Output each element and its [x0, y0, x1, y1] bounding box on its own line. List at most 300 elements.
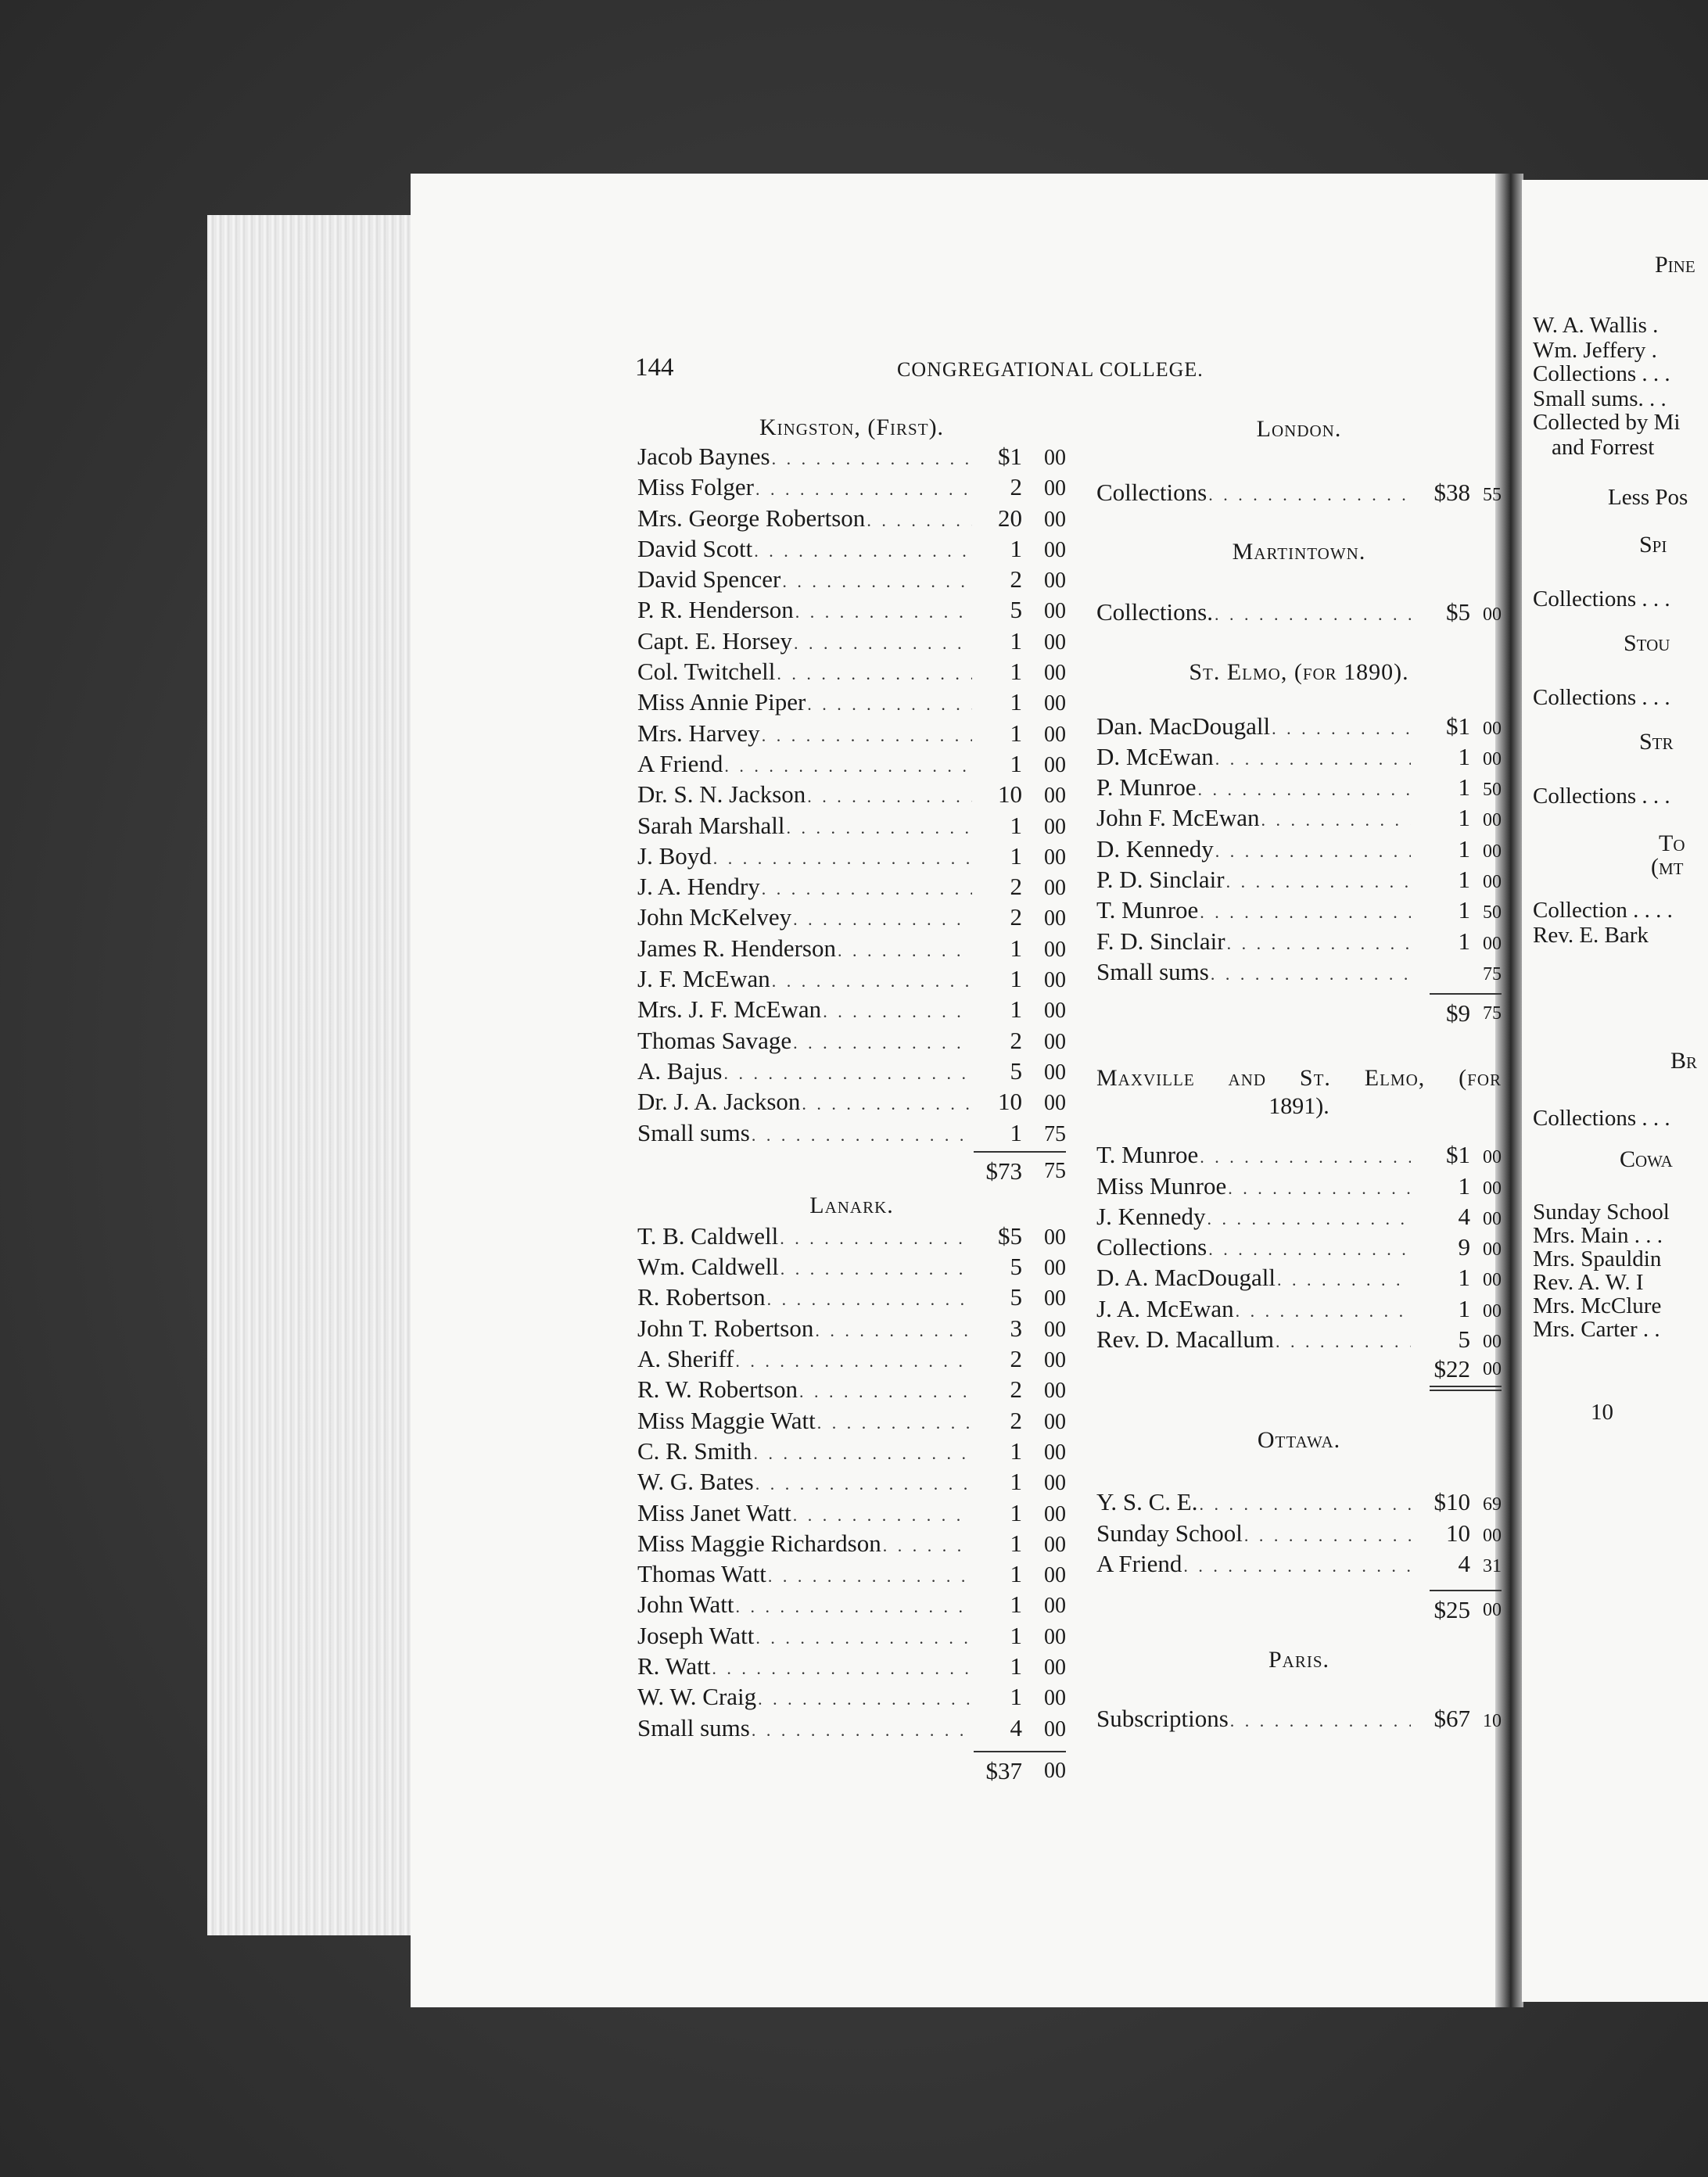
leader-dots	[1215, 744, 1411, 774]
entry-dollars: 1	[1010, 1560, 1022, 1588]
entry-row	[637, 472, 1066, 502]
entry-cents: 00	[1044, 784, 1066, 809]
entry-row	[637, 1651, 1066, 1681]
leader-dots	[1227, 928, 1411, 959]
entry-dollars: 1	[1010, 1591, 1022, 1619]
entry-cents: 00	[1483, 748, 1502, 769]
entry-dollars: 1	[1010, 841, 1022, 870]
entry-cents: 00	[1044, 722, 1066, 747]
entry-name: Mrs. Harvey	[637, 719, 760, 747]
entry-name: J. Kennedy	[1096, 1202, 1206, 1230]
entry-row	[637, 626, 1066, 656]
entry-cents: 00	[1044, 661, 1066, 686]
entry-dollars: $38	[1434, 479, 1470, 506]
entry-name: Sunday School	[1096, 1519, 1243, 1547]
section-title-ottawa: Ottawa.	[1257, 1427, 1341, 1454]
leader-dots	[777, 658, 972, 689]
entry-cents: 00	[1044, 968, 1066, 993]
entry-dollars: 9	[1458, 1233, 1470, 1261]
entry-dollars: 1	[1010, 534, 1022, 562]
entry-row	[637, 1713, 1066, 1743]
entry-row	[1096, 895, 1502, 925]
total-dollars: $22	[1434, 1355, 1470, 1383]
entry-name: C. R. Smith	[637, 1436, 752, 1465]
entry-name: John Watt	[637, 1591, 734, 1619]
right-page-line: 10	[1591, 1400, 1613, 1425]
entry-cents: 00	[1044, 568, 1066, 594]
entry-name: Miss Folger	[637, 473, 754, 501]
entry-name: D. Kennedy	[1096, 834, 1214, 863]
entry-row	[637, 687, 1066, 717]
entry-row	[637, 564, 1066, 594]
entry-cents: 00	[1483, 1147, 1502, 1168]
entry-name: Mrs. J. F. McEwan	[637, 995, 822, 1024]
section-title-st-elmo: St. Elmo, (for 1890).	[1189, 658, 1409, 685]
leader-dots	[767, 1284, 972, 1314]
entry-cents: 00	[1044, 999, 1066, 1024]
entry-cents: 00	[1483, 810, 1502, 831]
entry-name: Thomas Watt	[637, 1560, 766, 1588]
entry-name: W. W. Craig	[637, 1683, 757, 1711]
entry-cents: 00	[1044, 1471, 1066, 1496]
entry-row	[1096, 926, 1502, 956]
leader-dots	[1276, 1326, 1411, 1357]
entry-dollars: 1	[1010, 995, 1022, 1024]
leader-dots	[1211, 959, 1411, 989]
leader-dots	[1183, 1551, 1411, 1581]
right-page-line: Str	[1639, 729, 1674, 755]
leader-dots	[736, 1591, 972, 1622]
entry-cents: 00	[1483, 872, 1502, 893]
entry-cents: 55	[1483, 485, 1502, 505]
section-title-martintown: Martintown.	[1232, 539, 1366, 565]
entry-dollars: $5	[1446, 598, 1470, 626]
entry-dollars: 1	[1458, 1264, 1470, 1292]
leader-dots	[1236, 1296, 1411, 1326]
leader-dots	[762, 873, 972, 904]
entry-cents: 00	[1044, 1716, 1066, 1741]
right-page-line: Mrs. McClure	[1533, 1293, 1662, 1318]
entry-dollars: 4	[1010, 1713, 1022, 1741]
entry-name: J. Boyd	[637, 841, 712, 870]
entry-row	[637, 1025, 1066, 1056]
entry-dollars: 2	[1010, 903, 1022, 931]
leader-dots	[799, 1376, 972, 1407]
entry-row	[637, 1221, 1066, 1251]
entry-name: Miss Annie Piper	[637, 688, 806, 716]
entry-dollars: 4	[1458, 1202, 1470, 1230]
entry-cents: 00	[1483, 1300, 1502, 1322]
entry-row	[637, 1528, 1066, 1558]
entry-dollars: 2	[1010, 1345, 1022, 1373]
entry-name: Col. Twitchell	[637, 658, 776, 686]
entry-row	[637, 1589, 1066, 1619]
entry-dollars: 1	[1010, 1683, 1022, 1711]
entry-name: A Friend	[1096, 1549, 1182, 1577]
entry-dollars: 5	[1010, 1253, 1022, 1281]
london-list	[1096, 477, 1502, 507]
entry-dollars: 2	[1010, 565, 1022, 594]
section-title-london: London.	[1256, 416, 1342, 442]
right-page-line: Spi	[1639, 532, 1667, 558]
entry-dollars: 5	[1010, 1056, 1022, 1085]
leader-dots	[755, 474, 972, 504]
leader-dots	[782, 566, 972, 597]
entry-dollars: 1	[1010, 934, 1022, 962]
entry-row	[637, 933, 1066, 963]
entry-row	[1096, 597, 1502, 627]
entry-dollars: 1	[1458, 927, 1470, 955]
leader-dots	[713, 843, 972, 873]
leader-dots	[1228, 1173, 1411, 1203]
entry-dollars: 10	[998, 780, 1022, 809]
entry-name: Small sums	[637, 1713, 750, 1741]
entry-row	[637, 1681, 1066, 1712]
entry-name: Small sums	[1096, 957, 1209, 985]
entry-cents: 00	[1044, 446, 1066, 470]
entry-name: John T. Robertson	[637, 1314, 814, 1342]
entry-cents: 00	[1044, 507, 1066, 532]
entry-row	[637, 1436, 1066, 1466]
entry-dollars: 1	[1010, 1468, 1022, 1496]
total-dollars: $9	[1446, 999, 1470, 1028]
entry-name: Dr. S. N. Jackson	[637, 780, 806, 809]
right-page-line: Collected by Mi	[1533, 410, 1681, 435]
entry-name: Capt. E. Horsey	[637, 626, 793, 655]
entry-row	[1096, 802, 1502, 833]
entry-name: Dan. MacDougall	[1096, 712, 1271, 740]
leader-dots	[1215, 599, 1411, 629]
maxville-title-line2: 1891).	[1268, 1093, 1329, 1120]
leader-dots	[772, 966, 972, 996]
entry-row	[1096, 1171, 1502, 1201]
leader-dots	[1272, 713, 1411, 744]
leader-dots	[1207, 1203, 1411, 1234]
entry-name: J. A. Hendry	[637, 873, 760, 901]
entry-row	[637, 594, 1066, 625]
entry-dollars: 1	[1458, 896, 1470, 924]
entry-cents: 31	[1483, 1555, 1502, 1576]
entry-row	[1096, 956, 1502, 987]
right-page-line: Less Pos	[1608, 485, 1688, 510]
entry-row	[637, 902, 1066, 932]
lanark-list	[637, 1221, 1066, 1743]
leader-dots	[754, 536, 972, 566]
right-page-line: Rev. E. Bark	[1533, 923, 1649, 948]
entry-cents: 00	[1044, 691, 1066, 716]
entry-name: John F. McEwan	[1096, 804, 1260, 832]
entry-name: Sarah Marshall	[637, 811, 785, 839]
entry-dollars: 1	[1458, 742, 1470, 770]
entry-cents: 75	[1483, 963, 1502, 984]
maxville-title-line1: Maxville and St. Elmo, (for	[1096, 1065, 1502, 1092]
entry-row	[1096, 1487, 1502, 1517]
entry-name: W. G. Bates	[637, 1468, 754, 1496]
entry-row	[1096, 1262, 1502, 1293]
leader-dots	[1261, 805, 1411, 835]
leader-dots	[724, 1058, 973, 1088]
entry-dollars: $5	[998, 1221, 1022, 1250]
entry-cents: 00	[1044, 1501, 1066, 1526]
entry-dollars: 1	[1010, 1529, 1022, 1557]
entry-cents: 00	[1044, 1225, 1066, 1250]
right-page-line: Cowa	[1620, 1146, 1673, 1172]
entry-row	[1096, 1518, 1502, 1548]
entry-dollars: 2	[1010, 1406, 1022, 1434]
entry-cents: 00	[1483, 604, 1502, 626]
entry-cents: 00	[1044, 1317, 1066, 1342]
right-page-line: Collections . . .	[1533, 1106, 1670, 1131]
entry-dollars: 1	[1010, 811, 1022, 839]
martintown-list	[1096, 597, 1502, 627]
entry-row	[637, 1282, 1066, 1312]
entry-cents: 00	[1483, 1270, 1502, 1291]
entry-name: Rev. D. Macallum	[1096, 1325, 1274, 1354]
leader-dots	[755, 1469, 972, 1499]
leader-dots	[795, 597, 972, 627]
entry-row	[637, 1056, 1066, 1086]
entry-cents: 00	[1483, 1178, 1502, 1199]
entry-cents: 00	[1044, 1563, 1066, 1588]
entry-cents: 00	[1044, 1409, 1066, 1434]
right-page-line: Collections . . .	[1533, 361, 1670, 386]
entry-cents: 00	[1483, 933, 1502, 954]
leader-dots	[838, 935, 972, 966]
entry-dollars: 3	[1010, 1314, 1022, 1342]
right-page-line: Small sums. . .	[1533, 386, 1667, 411]
entry-name: A Friend	[637, 749, 723, 777]
entry-cents: 00	[1483, 1239, 1502, 1261]
right-page	[1522, 180, 1708, 2002]
entry-row	[637, 841, 1066, 871]
entry-cents: 00	[1044, 1348, 1066, 1373]
entry-name: David Scott	[637, 534, 753, 562]
right-page-line: Collections . . .	[1533, 685, 1670, 710]
entry-cents: 00	[1044, 1091, 1066, 1116]
entry-name: Y. S. C. E.	[1096, 1488, 1198, 1516]
entry-dollars: 1	[1458, 1294, 1470, 1322]
entry-name: T. Munroe	[1096, 896, 1199, 924]
entry-name: A. Sheriff	[637, 1345, 734, 1373]
leader-dots	[802, 1088, 972, 1119]
entry-cents: 00	[1044, 1532, 1066, 1557]
entry-dollars: 10	[1446, 1519, 1470, 1547]
entry-dollars: 1	[1010, 1652, 1022, 1680]
book-page-edges	[207, 215, 414, 1935]
entry-row	[1096, 1703, 1502, 1734]
entry-dollars: 1	[1458, 773, 1470, 802]
column-right	[1096, 414, 1502, 1734]
entry-cents: 50	[1483, 902, 1502, 924]
st-elmo-total	[1096, 997, 1502, 1030]
entry-name: Miss Janet Watt	[637, 1498, 791, 1526]
entry-cents: 00	[1044, 1440, 1066, 1465]
entry-row	[1096, 711, 1502, 741]
entry-dollars: 1	[1010, 1118, 1022, 1146]
entry-dollars: 1	[1010, 965, 1022, 993]
leader-dots	[724, 751, 972, 781]
entry-name: R. Robertson	[637, 1283, 766, 1311]
entry-cents: 00	[1044, 814, 1066, 839]
entry-name: Collections.	[1096, 598, 1213, 626]
leader-dots	[1208, 479, 1411, 510]
entry-dollars: $1	[1446, 1141, 1470, 1169]
leader-dots	[758, 1684, 972, 1714]
maxville-list	[1096, 1139, 1502, 1354]
st-elmo-list	[1096, 711, 1502, 988]
leader-dots	[772, 443, 972, 474]
entry-row	[1096, 834, 1502, 864]
leader-dots	[753, 1438, 972, 1469]
right-page-line: Collection . . . .	[1533, 898, 1673, 923]
entry-name: David Spencer	[637, 565, 781, 594]
entry-cents: 00	[1044, 1655, 1066, 1680]
leader-dots	[752, 1120, 972, 1150]
total-cents: 75	[1483, 1003, 1502, 1024]
section-title-lanark: Lanark.	[809, 1192, 894, 1218]
entry-name: John McKelvey	[637, 903, 792, 931]
entry-name: Collections	[1096, 1233, 1207, 1261]
entry-dollars: 1	[1010, 658, 1022, 686]
entry-row	[1096, 1324, 1502, 1354]
entry-cents: 00	[1044, 1286, 1066, 1311]
entry-name: D. McEwan	[1096, 742, 1214, 770]
right-page-line: Br	[1670, 1048, 1698, 1074]
right-page-line: (mt	[1651, 854, 1684, 880]
entry-dollars: 10	[998, 1088, 1022, 1116]
entry-name: F. D. Sinclair	[1096, 927, 1225, 955]
right-page-line: Mrs. Spauldin	[1533, 1246, 1662, 1271]
entry-row	[1096, 477, 1502, 507]
leader-dots	[1200, 1142, 1411, 1172]
leader-dots	[1208, 1234, 1411, 1264]
entry-cents: 75	[1044, 1121, 1066, 1146]
entry-cents: 00	[1483, 1525, 1502, 1546]
right-page-line: Mrs. Carter . .	[1533, 1317, 1660, 1342]
leader-dots	[793, 904, 972, 934]
leader-dots	[1230, 1705, 1411, 1736]
entry-cents: 00	[1044, 1256, 1066, 1281]
entry-dollars: 1	[1458, 834, 1470, 863]
entry-cents: 00	[1483, 1208, 1502, 1229]
entry-row	[637, 503, 1066, 533]
leader-dots	[823, 996, 972, 1027]
paris-list	[1096, 1703, 1502, 1734]
right-page-line: Wm. Jeffery .	[1533, 338, 1657, 363]
entry-row	[637, 718, 1066, 748]
entry-cents: 00	[1483, 718, 1502, 739]
leader-dots	[1226, 866, 1411, 897]
entry-name: Wm. Caldwell	[637, 1253, 779, 1281]
entry-cents: 00	[1483, 1332, 1502, 1353]
entry-cents: 00	[1044, 537, 1066, 562]
entry-dollars: 2	[1010, 873, 1022, 901]
entry-cents: 00	[1044, 1060, 1066, 1085]
total-dollars: $37	[985, 1756, 1022, 1784]
kingston-total	[637, 1155, 1066, 1188]
entry-row	[637, 994, 1066, 1024]
kingston-list	[637, 441, 1066, 1148]
entry-cents: 00	[1044, 476, 1066, 501]
leader-dots	[883, 1530, 972, 1561]
entry-name: P. D. Sinclair	[1096, 866, 1225, 894]
section-title-paris: Paris.	[1268, 1647, 1330, 1673]
leader-dots	[752, 1715, 972, 1745]
entry-dollars: 1	[1010, 719, 1022, 747]
entry-dollars: 1	[1010, 1436, 1022, 1465]
entry-name: James R. Henderson	[637, 934, 836, 962]
leader-dots	[1215, 836, 1411, 866]
right-page-line: Collections . . .	[1533, 784, 1670, 809]
entry-dollars: $1	[1446, 712, 1470, 740]
entry-row	[1096, 1293, 1502, 1324]
entry-name: J. A. McEwan	[1096, 1294, 1234, 1322]
entry-row	[637, 1251, 1066, 1282]
entry-name: P. Munroe	[1096, 773, 1197, 802]
leader-dots	[817, 1408, 972, 1438]
entry-name: Miss Maggie Watt	[637, 1406, 816, 1434]
leader-dots	[1244, 1520, 1411, 1551]
section-title-kingston: Kingston, (First).	[759, 414, 945, 440]
entry-row	[637, 1405, 1066, 1436]
entry-row	[637, 656, 1066, 687]
entry-dollars: 2	[1010, 473, 1022, 501]
ottawa-total	[1096, 1594, 1502, 1626]
total-dollars: $73	[985, 1157, 1022, 1185]
entry-dollars: 1	[1010, 1498, 1022, 1526]
leader-dots	[1277, 1264, 1411, 1295]
right-page-line: Stou	[1624, 630, 1670, 656]
total-cents: 75	[1044, 1158, 1066, 1183]
total-cents: 00	[1483, 1359, 1502, 1380]
leader-dots	[793, 1028, 972, 1058]
entry-name: Small sums	[637, 1118, 750, 1146]
entry-row	[1096, 741, 1502, 772]
entry-row	[637, 1497, 1066, 1528]
leader-dots	[780, 1253, 972, 1284]
entry-dollars: $1	[998, 443, 1022, 470]
entry-dollars: 1	[1458, 804, 1470, 832]
entry-name: T. Munroe	[1096, 1141, 1199, 1169]
entry-dollars: 1	[1010, 749, 1022, 777]
entry-row	[637, 1558, 1066, 1589]
entry-cents: 50	[1483, 780, 1502, 801]
entry-cents: 00	[1044, 629, 1066, 655]
entry-name: Miss Maggie Richardson	[637, 1529, 881, 1557]
entry-row	[1096, 1548, 1502, 1579]
entry-cents: 10	[1483, 1711, 1502, 1732]
entry-cents: 00	[1044, 937, 1066, 962]
right-page-line: Pine	[1655, 252, 1695, 278]
entry-row	[637, 1374, 1066, 1404]
entry-row	[637, 1086, 1066, 1117]
entry-name: R. W. Robertson	[637, 1375, 798, 1404]
leader-dots	[755, 1623, 972, 1653]
entry-name: P. R. Henderson	[637, 596, 794, 624]
entry-name: Subscriptions	[1096, 1705, 1229, 1733]
entry-name: Thomas Savage	[637, 1026, 792, 1054]
entry-cents: 00	[1044, 1379, 1066, 1404]
entry-dollars: 5	[1010, 596, 1022, 624]
entry-dollars: 5	[1458, 1325, 1470, 1354]
entry-name: Miss Munroe	[1096, 1171, 1227, 1200]
leader-dots	[1200, 897, 1411, 927]
entry-cents: 00	[1044, 1594, 1066, 1619]
entry-dollars: 1	[1010, 688, 1022, 716]
entry-cents: 69	[1483, 1494, 1502, 1515]
column-left	[637, 413, 1066, 1788]
entry-row	[637, 1343, 1066, 1374]
